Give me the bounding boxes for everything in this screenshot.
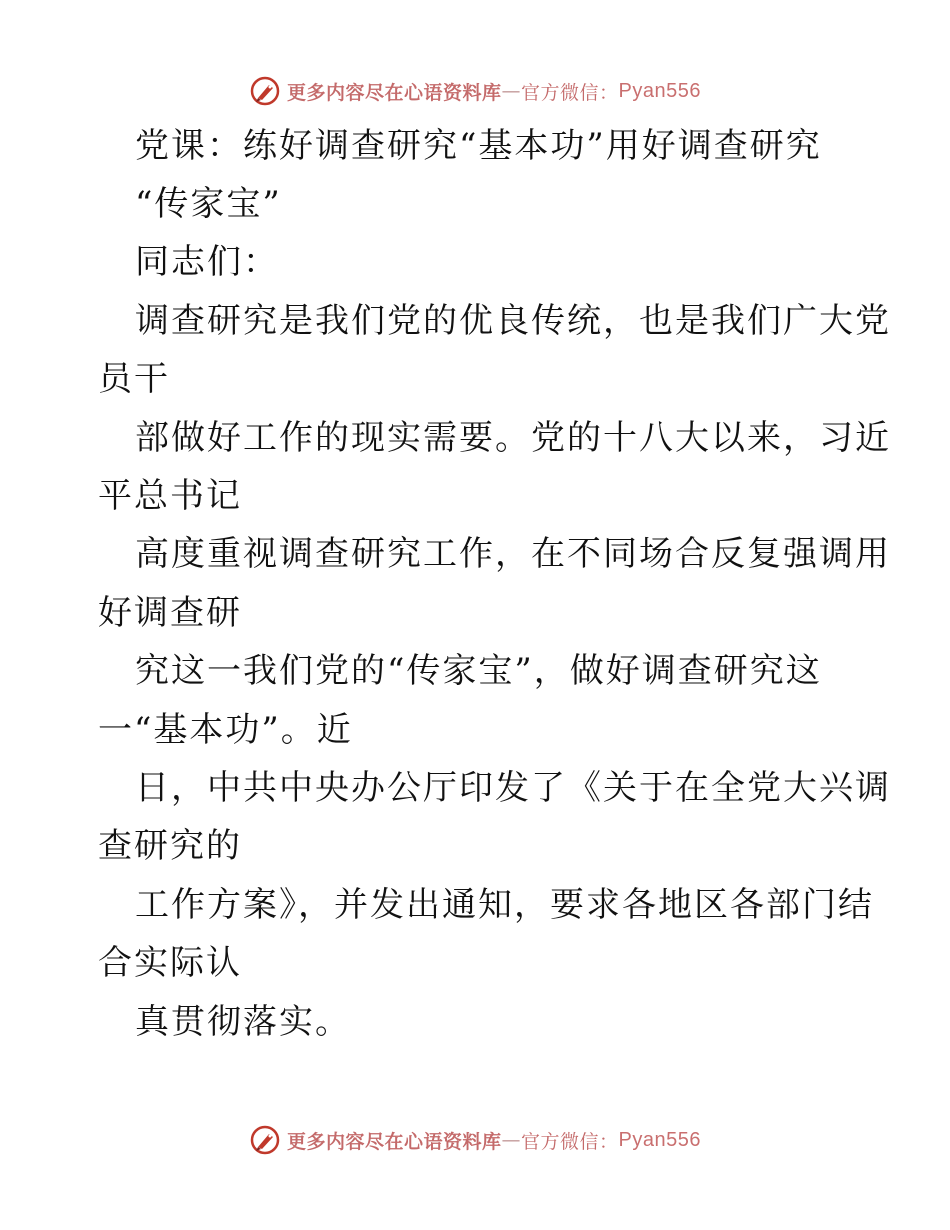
paragraph-line: 究这一我们党的“传家宝”，做好调查研究这	[135, 651, 822, 691]
watermark-wechat-id: Pyan556	[618, 79, 701, 102]
watermark-wechat-label: 官方微信：	[521, 1130, 619, 1153]
watermark-wechat-label: 官方微信：	[521, 81, 619, 104]
salutation: 同志们：	[135, 242, 279, 282]
paragraph-line: 真贯彻落实。	[135, 1002, 351, 1042]
paragraph-line: 调查研究是我们党的优良传统，也是我们广大党	[135, 301, 891, 341]
footer-watermark	[0, 1120, 950, 1160]
paragraph-line: 合实际认	[98, 943, 242, 983]
document-title-line: 党课：练好调查研究“基本功”用好调查研究	[135, 126, 822, 166]
paragraph-line: 平总书记	[98, 476, 242, 516]
paragraph-line: 员干	[98, 359, 170, 399]
paragraph-line: 部做好工作的现实需要。党的十八大以来，习近	[135, 418, 891, 458]
pen-logo-icon	[249, 75, 281, 107]
paragraph-line: 一“基本功”。近	[98, 710, 353, 750]
paragraph-line: 查研究的	[98, 826, 242, 866]
paragraph-line: 好调查研	[98, 593, 242, 633]
header-watermark	[0, 71, 950, 111]
watermark-separator: —	[501, 1129, 522, 1151]
watermark-main-text: 更多内容尽在心语资料库	[287, 81, 502, 104]
paragraph-line: 工作方案》，并发出通知，要求各地区各部门结	[135, 885, 874, 925]
paragraph-line: 高度重视调查研究工作，在不同场合反复强调用	[135, 534, 891, 574]
watermark-separator: —	[501, 80, 522, 102]
watermark-main-text: 更多内容尽在心语资料库	[287, 1130, 502, 1153]
watermark-wechat-id: Pyan556	[618, 1128, 701, 1151]
paragraph-line: 日，中共中央办公厅印发了《关于在全党大兴调	[135, 768, 891, 808]
document-title-line-continued: “传家宝”	[135, 184, 282, 224]
pen-logo-icon	[249, 1124, 281, 1156]
